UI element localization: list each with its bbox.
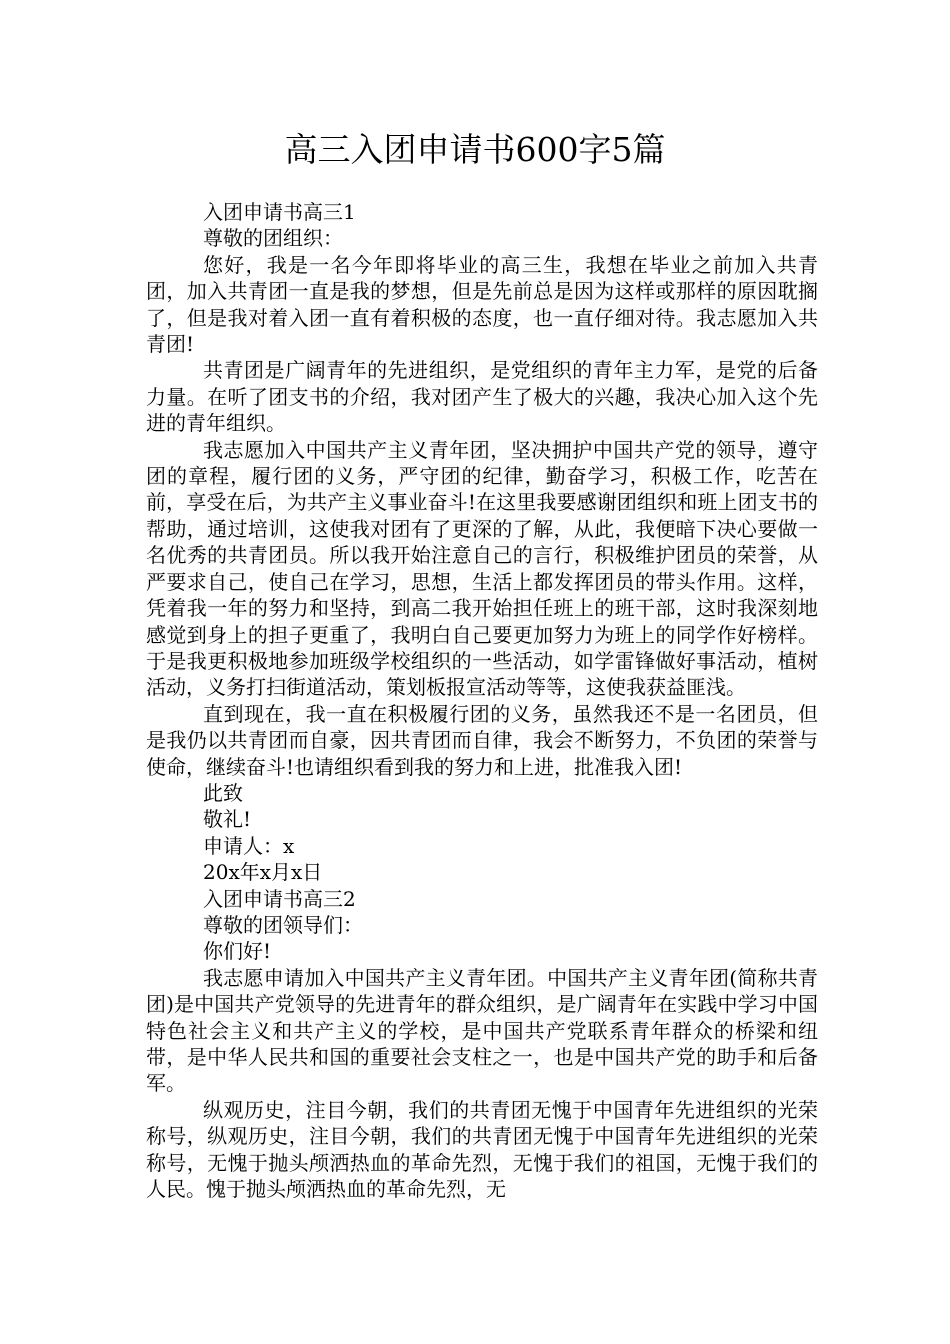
paragraph: 尊敬的团领导们：	[203, 912, 363, 937]
document-body	[146, 199, 818, 1202]
paragraph: 敬礼!	[203, 807, 252, 832]
paragraph: 你们好!	[203, 939, 272, 964]
paragraph: 您好，我是一名今年即将毕业的高三生，我想在毕业之前加入共青团，加入共青团一直是我的梦想，但是先前总是因为这样或那样的原因耽搁了，但是我对着入团一直有着积极的态度，也一直仔细对待。我志愿加入共青团!	[146, 252, 818, 357]
paragraph: 纵观历史，注目今朝，我们的共青团无愧于中国青年先进组织的光荣称号，纵观历史，注目今朝，我们的共青团无愧于中国青年先进组织的光荣称号，无愧于抛头颅洒热血的革命先烈，无愧于我们的祖国，无愧于我们的人民。愧于抛头颅洒热血的革命先烈，无	[146, 1097, 818, 1202]
paragraph: 20x年x月x日	[203, 860, 323, 885]
paragraph: 入团申请书高三2	[203, 886, 356, 911]
paragraph: 入团申请书高三1	[203, 200, 356, 224]
paragraph: 共青团是广阔青年的先进组织，是党组织的青年主力军，是党的后备力量。在听了团支书的介绍，我对团产生了极大的兴趣，我决心加入这个先进的青年组织。	[146, 358, 818, 436]
paragraph: 我志愿申请加入中国共产主义青年团。中国共产主义青年团(简称共青团)是中国共产党领导的先进青年的群众组织，是广阔青年在实践中学习中国特色社会主义和共产主义的学校，是中国共产党联系青年群众的桥梁和纽带，是中华人民共和国的重要社会支柱之一，也是中国共产党的助手和后备军。	[146, 965, 818, 1096]
paragraph: 申请人：x	[203, 833, 295, 858]
document-title: 高三入团申请书600字5篇	[284, 130, 666, 169]
paragraph: 尊敬的团组织：	[203, 226, 343, 251]
paragraph: 此致	[203, 780, 243, 805]
paragraph: 我志愿加入中国共产主义青年团，坚决拥护中国共产党的领导，遵守团的章程，履行团的义务，严守团的纪律，勤奋学习，积极工作，吃苦在前，享受在后，为共产主义事业奋斗!在这里我要感谢团组织和班上团支书的帮助，通过培训，这使我对团有了更深的了解，从此，我便暗下决心要做一名优秀的共青团员。所以我开始注意自己的言行，积极维护团员的荣誉，从严要求自己，使自己在学习，思想，生活上都发挥团员的带头作用。这样，凭着我一年的努力和坚持，到高二我开始担任班上的班干部，这时我深刻地感觉到身上的担子更重了，我明白自己要更加努力为班上的同学作好榜样。于是我更积极地参加班级学校组织的一些活动，如学雷锋做好事活动，植树活动，义务打扫街道活动，策划板报宣活动等等，这使我获益匪浅。	[146, 437, 818, 700]
paragraph: 直到现在，我一直在积极履行团的义务，虽然我还不是一名团员，但是我仍以共青团而自豪，因共青团而自律，我会不断努力，不负团的荣誉与使命，继续奋斗!也请组织看到我的努力和上进，批准我入团!	[146, 701, 818, 779]
